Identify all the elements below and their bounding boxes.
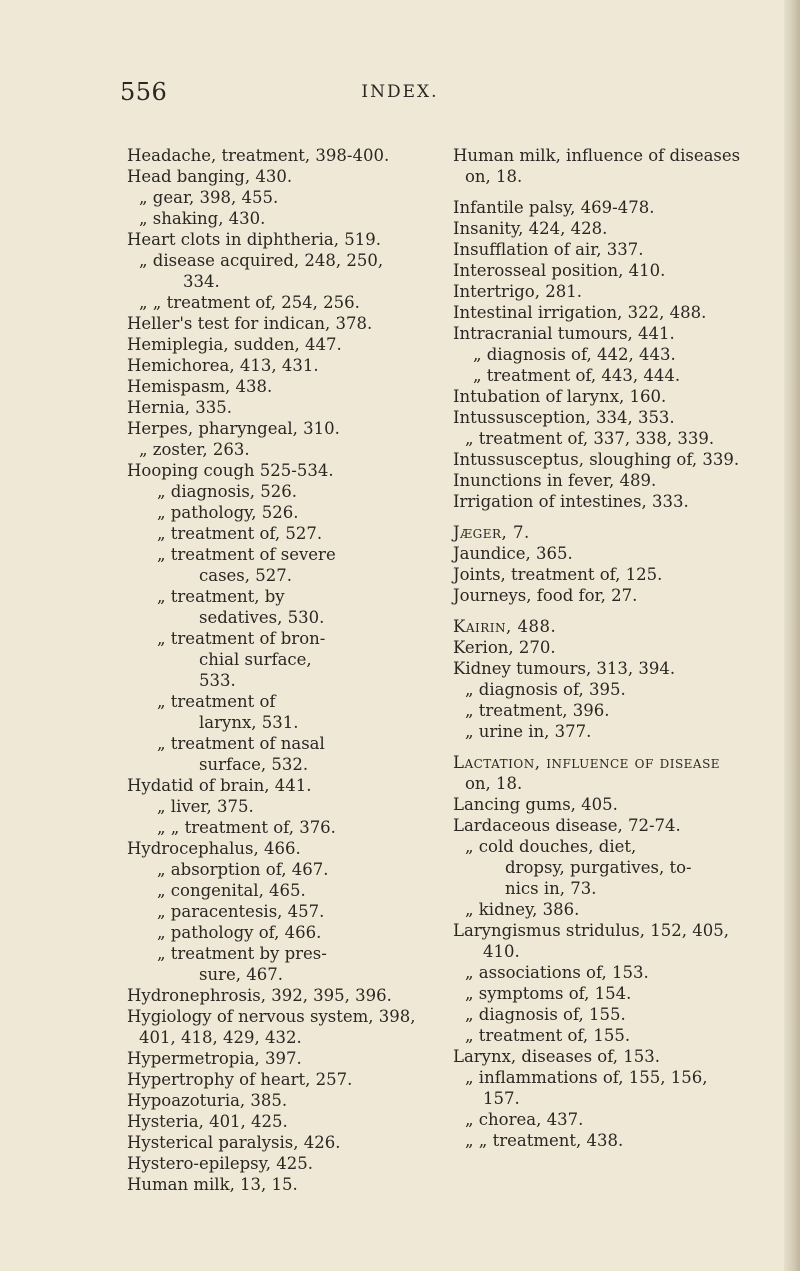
index-entry: Intubation of larynx, 160.: [453, 387, 667, 406]
index-entry: Intussusception, 334, 353.: [453, 408, 675, 427]
index-entry: Insufflation of air, 337.: [453, 240, 644, 259]
index-entry: Hygiology of nervous system, 398,: [127, 1007, 416, 1026]
index-entry-continued: cases, 527.: [199, 566, 293, 585]
index-entry: „ treatment of, 337, 338, 339.: [465, 429, 715, 448]
index-entry: Herpes, pharyngeal, 310.: [127, 419, 340, 438]
index-entry: Human milk, 13, 15.: [127, 1175, 298, 1194]
index-entry: „ gear, 398, 455.: [139, 188, 279, 207]
index-entry: „ treatment of, 155.: [465, 1026, 631, 1045]
index-entry: Journeys, food for, 27.: [453, 586, 638, 605]
index-entry: „ „ treatment, 438.: [465, 1131, 624, 1150]
index-entry-continued: 533.: [199, 671, 236, 690]
index-entry: „ diagnosis, 526.: [157, 482, 298, 501]
index-entry-continued: larynx, 531.: [199, 713, 299, 732]
index-entry: „ associations of, 153.: [465, 963, 649, 982]
index-entry: „ shaking, 430.: [139, 209, 266, 228]
index-entry: „ treatment, 396.: [465, 701, 610, 720]
index-entry: „ chorea, 437.: [465, 1110, 584, 1129]
index-entry-continued: 410.: [483, 942, 520, 961]
index-entry: Hystero-epilepsy, 425.: [127, 1154, 314, 1173]
index-entry: „ urine in, 377.: [465, 722, 592, 741]
index-entry-continued: nics in, 73.: [505, 879, 597, 898]
index-entry: „ treatment of, 527.: [157, 524, 323, 543]
index-entry: Insanity, 424, 428.: [453, 219, 608, 238]
index-entry: „ symptoms of, 154.: [465, 984, 632, 1003]
index-entry: „ treatment of, 443, 444.: [473, 366, 681, 385]
index-entry: Headache, treatment, 398-400.: [127, 146, 390, 165]
index-entry: „ liver, 375.: [157, 797, 254, 816]
index-entry-continued: sure, 467.: [199, 965, 283, 984]
page-header: [120, 78, 680, 108]
page-number: 556: [120, 78, 168, 106]
section-gap: [453, 187, 773, 197]
index-entry: „ cold douches, diet,: [465, 837, 637, 856]
section-gap: [453, 606, 773, 616]
index-entry-continued: chial surface,: [199, 650, 312, 669]
index-column-left: [127, 145, 447, 1195]
index-entry: Jæger, 7.: [453, 523, 530, 542]
index-entry: Hydatid of brain, 441.: [127, 776, 312, 795]
index-entry: Hypoazoturia, 385.: [127, 1091, 288, 1110]
index-entry: Lancing gums, 405.: [453, 795, 618, 814]
index-entry: Joints, treatment of, 125.: [453, 565, 663, 584]
index-entry: „ zoster, 263.: [139, 440, 250, 459]
index-entry: Kidney tumours, 313, 394.: [453, 659, 676, 678]
index-entry: Kerion, 270.: [453, 638, 556, 657]
index-entry: Intracranial tumours, 441.: [453, 324, 675, 343]
index-entry: Hernia, 335.: [127, 398, 233, 417]
index-entry-continued: dropsy, purgatives, to-: [505, 858, 692, 877]
index-entry: Hypermetropia, 397.: [127, 1049, 302, 1068]
index-entry: „ treatment of severe: [157, 545, 336, 564]
index-entry: Irrigation of intestines, 333.: [453, 492, 689, 511]
index-entry: Laryngismus stridulus, 152, 405,: [453, 921, 729, 940]
index-entry: Lactation, influence of disease: [453, 753, 721, 772]
index-entry: „ diagnosis of, 395.: [465, 680, 626, 699]
index-entry: „ „ treatment of, 254, 256.: [139, 293, 360, 312]
index-entry: „ treatment of bron-: [157, 629, 326, 648]
section-gap: [453, 512, 773, 522]
index-entry: „ „ treatment of, 376.: [157, 818, 336, 837]
index-entry: Heller's test for indican, 378.: [127, 314, 373, 333]
index-entry: Intertrigo, 281.: [453, 282, 582, 301]
index-entry: Hooping cough 525-534.: [127, 461, 334, 480]
index-entry: Interosseal position, 410.: [453, 261, 666, 280]
index-entry: „ paracentesis, 457.: [157, 902, 325, 921]
index-entry: Head banging, 430.: [127, 167, 293, 186]
index-entry: „ treatment of: [157, 692, 276, 711]
index-entry: „ absorption of, 467.: [157, 860, 329, 879]
index-entry: „ pathology of, 466.: [157, 923, 322, 942]
index-entry: „ inflammations of, 155, 156,: [465, 1068, 708, 1087]
page-edge: [784, 0, 800, 1271]
index-entry: „ treatment of nasal: [157, 734, 325, 753]
index-entry: „ diagnosis of, 155.: [465, 1005, 626, 1024]
index-entry-continued: on, 18.: [465, 167, 523, 186]
index-entry: Lardaceous disease, 72-74.: [453, 816, 681, 835]
index-entry-continued: on, 18.: [465, 774, 523, 793]
index-entry: „ pathology, 526.: [157, 503, 299, 522]
index-entry: „ kidney, 386.: [465, 900, 580, 919]
index-entry: Hemispasm, 438.: [127, 377, 273, 396]
index-entry-continued: surface, 532.: [199, 755, 309, 774]
index-entry-continued: 401, 418, 429, 432.: [139, 1028, 302, 1047]
index-entry: „ disease acquired, 248, 250,: [139, 251, 384, 270]
section-gap: [453, 742, 773, 752]
index-entry-continued: sedatives, 530.: [199, 608, 325, 627]
index-entry: Hydronephrosis, 392, 395, 396.: [127, 986, 392, 1005]
running-title: INDEX.: [361, 82, 439, 102]
index-entry: „ treatment, by: [157, 587, 285, 606]
index-entry: Hydrocephalus, 466.: [127, 839, 301, 858]
index-entry: Hysteria, 401, 425.: [127, 1112, 288, 1131]
index-entry: Hemichorea, 413, 431.: [127, 356, 319, 375]
index-entry: Hemiplegia, sudden, 447.: [127, 335, 342, 354]
index-column-right: [453, 145, 773, 1151]
index-entry: Larynx, diseases of, 153.: [453, 1047, 660, 1066]
index-entry: Jaundice, 365.: [453, 544, 573, 563]
index-entry: Hysterical paralysis, 426.: [127, 1133, 341, 1152]
index-entry: „ congenital, 465.: [157, 881, 306, 900]
index-entry-continued: 334.: [183, 272, 220, 291]
index-entry: Human milk, influence of diseases: [453, 146, 741, 165]
index-entry: „ diagnosis of, 442, 443.: [473, 345, 676, 364]
index-entry: Heart clots in diphtheria, 519.: [127, 230, 381, 249]
index-entry: Intussusceptus, sloughing of, 339.: [453, 450, 740, 469]
index-entry-continued: 157.: [483, 1089, 520, 1108]
index-entry: Infantile palsy, 469-478.: [453, 198, 655, 217]
index-entry: Intestinal irrigation, 322, 488.: [453, 303, 707, 322]
index-entry: Inunctions in fever, 489.: [453, 471, 657, 490]
index-entry: Kairin, 488.: [453, 617, 557, 636]
index-entry: Hypertrophy of heart, 257.: [127, 1070, 353, 1089]
index-entry: „ treatment by pres-: [157, 944, 327, 963]
